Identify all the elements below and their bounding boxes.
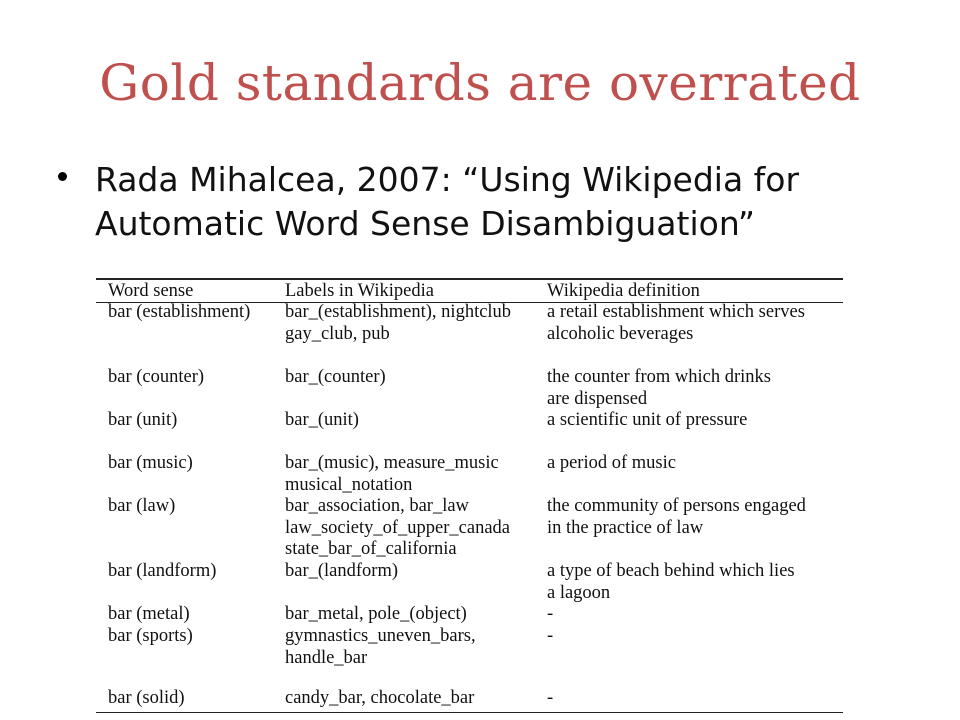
table-header-labels: Labels in Wikipedia — [285, 281, 434, 301]
table-cell-labels: gymnastics_uneven_bars, handle_bar — [285, 626, 476, 668]
table-bottom-rule — [96, 712, 843, 713]
table-cell-sense: bar (establishment) — [108, 302, 251, 322]
table-cell-definition: a type of beach behind which lies a lagoon — [547, 561, 795, 603]
table-cell-sense: bar (unit) — [108, 410, 178, 430]
table-cell-sense: bar (law) — [108, 496, 176, 516]
table-cell-definition: - — [547, 604, 554, 624]
table-top-rule — [96, 278, 843, 280]
table-cell-definition: a period of music — [547, 453, 676, 473]
table-cell-labels: bar_(music), measure_music musical_notation — [285, 453, 499, 495]
bullet-dot-icon — [58, 172, 67, 181]
table-cell-labels: bar_(establishment), nightclub gay_club, pub — [285, 302, 512, 344]
table-cell-labels: bar_(landform) — [285, 561, 399, 581]
slide-title: Gold standards are overrated — [99, 54, 861, 112]
table-cell-definition: the counter from which drinks are dispensed — [547, 367, 771, 409]
table-cell-sense: bar (sports) — [108, 626, 193, 646]
table-cell-definition: the community of persons engaged in the practice of law — [547, 496, 806, 538]
bullet-line-1: Rada Mihalcea, 2007: “Using Wikipedia for — [95, 160, 800, 199]
table-header-word-sense: Word sense — [108, 281, 194, 301]
table-cell-definition: - — [547, 626, 554, 646]
word-sense-table — [96, 278, 843, 714]
table-cell-labels: bar_association, bar_law law_society_of_upper_canada state_bar_of_california — [285, 496, 510, 560]
table-header-definition: Wikipedia definition — [547, 281, 700, 301]
bullet-line-2: Automatic Word Sense Disambiguation” — [95, 204, 756, 243]
table-cell-definition: a scientific unit of pressure — [547, 410, 748, 430]
table-cell-labels: bar_(unit) — [285, 410, 359, 430]
table-cell-sense: bar (metal) — [108, 604, 190, 624]
table-cell-sense: bar (landform) — [108, 561, 217, 581]
table-cell-definition: - — [547, 688, 554, 708]
table-cell-labels: candy_bar, chocolate_bar — [285, 688, 475, 708]
table-cell-sense: bar (counter) — [108, 367, 205, 387]
table-cell-sense: bar (music) — [108, 453, 193, 473]
table-cell-labels: bar_(counter) — [285, 367, 386, 387]
table-cell-labels: bar_metal, pole_(object) — [285, 604, 467, 624]
bullet-text — [95, 158, 895, 246]
table-cell-definition: a retail establishment which serves alcoholic beverages — [547, 302, 805, 344]
table-cell-sense: bar (solid) — [108, 688, 185, 708]
